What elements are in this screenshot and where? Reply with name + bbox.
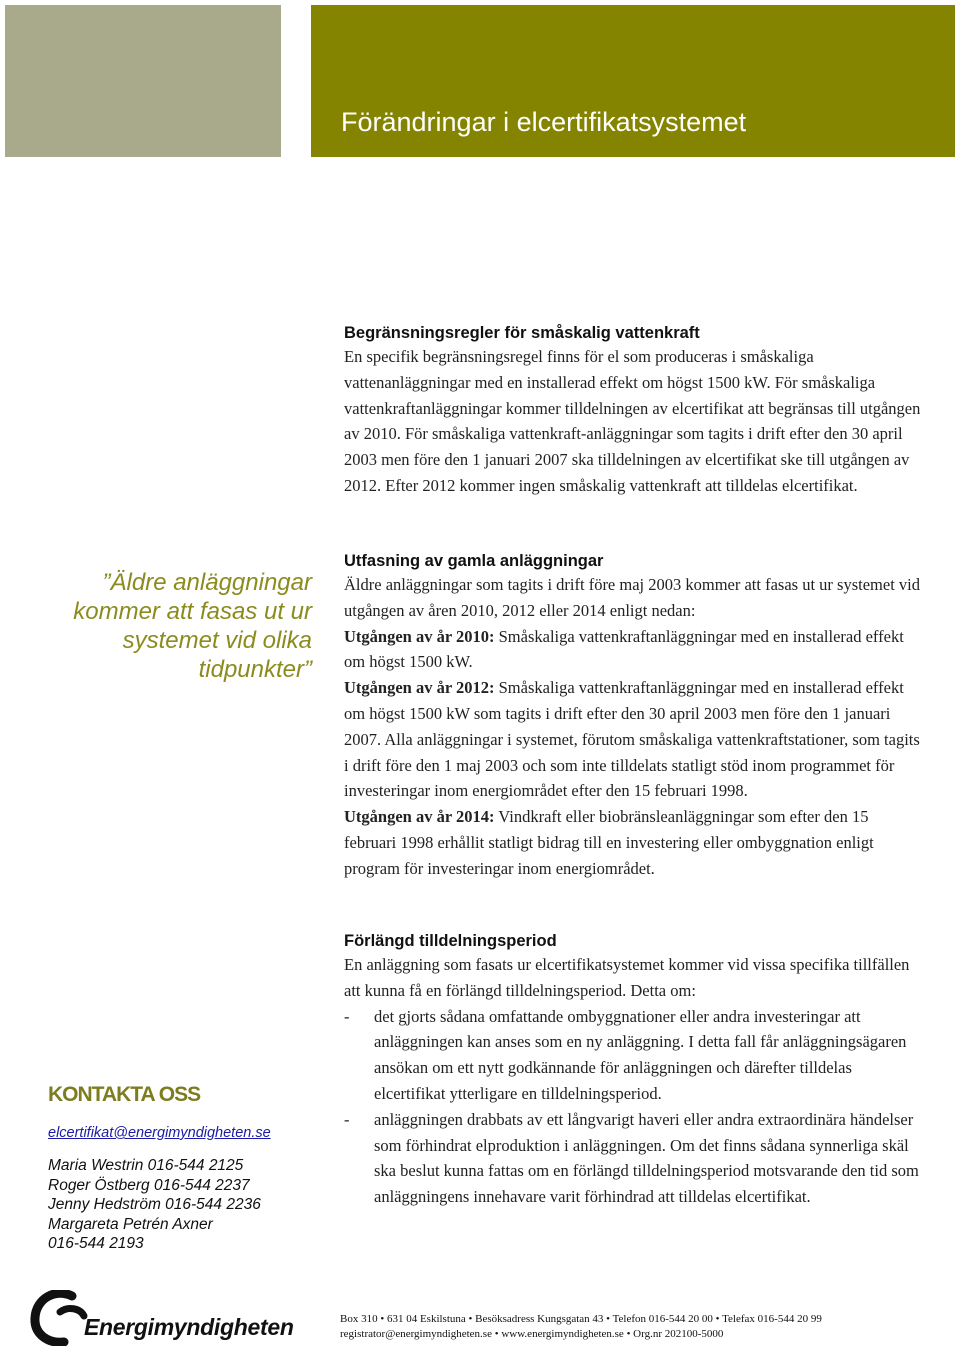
contact-person: Margareta Petrén Axner — [48, 1215, 213, 1233]
section-intro: Äldre anläggningar som tagits i drift före maj 2003 kommer att fasas ut ur systemet vid utgången av åren 2010, 2012 eller 2014 enligt nedan: — [344, 575, 920, 620]
phaseout-label: Utgången av år 2014: — [344, 807, 495, 827]
contact-person: Maria Westrin 016-544 2125 — [48, 1157, 244, 1174]
phaseout-label: Utgången av år 2010: — [344, 626, 495, 646]
section-forlangd-tilldelning — [344, 930, 924, 1210]
contact-person: 016-544 2193 — [48, 1235, 144, 1252]
footer-address: Box 310 • 631 04 Eskilstuna • Besöksadress Kungsgatan 43 • Telefon 016-544 20 00 • Telefax 016-544 20 99 — [340, 1313, 822, 1325]
section-heading: Utfasning av gamla anläggningar — [344, 552, 604, 570]
section-intro: En anläggning som fasats ur elcertifikatsystemet kommer vid vissa specifika tillfällen att kunna få en förlängd tilldelningsperiod. Detta om: — [344, 955, 910, 1000]
list-item — [344, 1107, 924, 1210]
list-item-text: anläggningen drabbats av ett långvarigt haveri eller andra extraordinära händelser som förhindrat elproduktion i anläggningen. Om det finns sådana synnerliga skäl ska beslut kunna fattas om en förlängd tilldelningsperiod motsvarande den tid som anläggningens innehavare varit förhindrad att tilldelas elcertifikat. — [374, 1109, 919, 1207]
header-left-block — [5, 5, 281, 157]
list-dash: - — [344, 1109, 350, 1129]
contact-person: Jenny Hedström 016-544 2236 — [48, 1196, 261, 1213]
page-title: Förändringar i elcertifikatsystemet — [341, 107, 747, 137]
section-heading: Förlängd tilldelningsperiod — [344, 932, 557, 950]
phaseout-text: Småskaliga vattenkraftanläggningar med en installerad effekt om högst 1500 kW som tagits i drift efter den 30 april 2003 men före den 1 januari 2007. Alla anläggningar i systemet, förutom småskaliga vattenkraftstationer, som tagits i drift före den 1 maj 2003 och som inte tilldelats statligt stöd inom programmet för investeringar inom energiområdet efter den 15 februari 1998. — [344, 678, 920, 801]
contact-heading: KONTAKTA OSS — [48, 1083, 201, 1106]
section-text: En specifik begränsningsregel finns för el som produceras i småskaliga vattenanläggningar med en installerad effekt om högst 1500 kW. För småskaliga vattenkraftanläggningar kommer tilldelningen av elcertifikat att begränsas till utgången av 2010. För småskaliga vattenkraft-anläggningar som tagits i drift efter den 30 april 2003 men före den 1 januari 2007 ska tilldelningen av elcertifikat ske till utgången av 2012. Efter 2012 kommer ingen småskalig vattenkraft att tilldelas elcertifikat. — [344, 347, 921, 495]
logo-wordmark: Energimyndigheten — [84, 1314, 294, 1340]
header-banner — [311, 5, 955, 157]
footer — [340, 1312, 940, 1342]
contact-email-link[interactable]: elcertifikat@energimyndigheten.se — [48, 1125, 271, 1141]
phaseout-text: Vindkraft eller biobränsleanläggningar som efter den 15 februari 1998 erhållit statligt bidrag till en investering eller ombyggnation enligt program för investeringar inom energiområdet. — [344, 807, 874, 878]
contact-box — [48, 1082, 328, 1254]
list-item-text: det gjorts sådana omfattande ombyggnationer eller andra investeringar att anläggningen kan anses som en ny anläggning. I detta fall får anläggningsägaren ansökan om ett nytt godkännande för anläggningen och därefter tilldelas elcertifikat ytterligare en tilldelningsperiod. — [374, 1006, 907, 1103]
pull-quote: ”Äldre anläggningar kommer att fasas ut ur systemet vid olika tidpunkter” — [73, 569, 312, 683]
contact-person: Roger Östberg 016-544 2237 — [48, 1176, 250, 1194]
phaseout-text: Småskaliga vattenkraftanläggningar med en installerad effekt om högst 1500 kW. — [344, 626, 904, 672]
section-utfasning — [344, 550, 924, 882]
section-heading: Begränsningsregler för småskalig vattenkraft — [344, 324, 700, 342]
energimyndigheten-logo-icon — [30, 1290, 90, 1346]
contact-list — [48, 1156, 328, 1254]
phaseout-item-2010 — [344, 624, 924, 676]
section-begransningsregler — [344, 322, 924, 499]
footer-contact: registrator@energimyndigheten.se • www.energimyndigheten.se • Org.nr 202100-5000 — [340, 1328, 724, 1340]
list-item — [344, 1004, 924, 1107]
phaseout-item-2014 — [344, 804, 924, 881]
phaseout-item-2012 — [344, 675, 924, 804]
phaseout-label: Utgången av år 2012: — [344, 678, 495, 698]
list-dash: - — [344, 1006, 350, 1026]
